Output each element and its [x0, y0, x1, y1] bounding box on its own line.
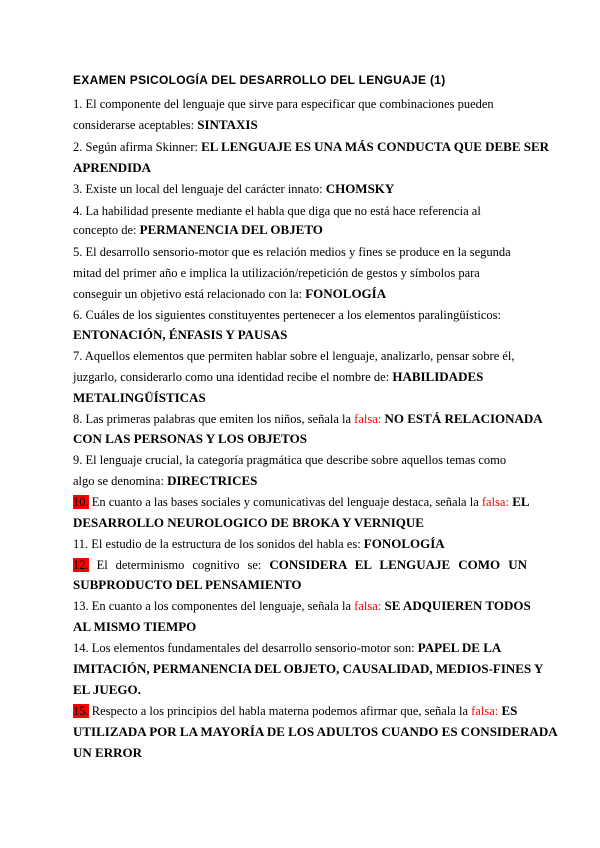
q7-line3 — [73, 390, 206, 406]
q15-line1 — [73, 703, 517, 719]
q14-line2 — [73, 661, 544, 677]
q9-line1 — [73, 452, 506, 468]
q10-answer: EL — [508, 494, 530, 509]
q10-line2 — [73, 515, 424, 531]
q1-answer: SINTAXIS — [197, 117, 258, 132]
q10-text: En cuanto a las bases sociales y comunicativas del lenguaje destaca, señala la — [88, 495, 482, 509]
q7-answer: HABILIDADES — [392, 369, 484, 384]
q12-number-highlight: 12. — [73, 558, 89, 572]
q8-line2 — [73, 431, 307, 447]
q11-answer: FONOLOGÍA — [363, 536, 445, 551]
q8-answer-cont: CON LAS PERSONAS Y LOS OBJETOS — [73, 431, 307, 446]
q2-text: 2. Según afirma Skinner: — [73, 140, 202, 154]
q10-number-highlight: 10. — [73, 495, 89, 509]
q9-answer: DIRECTRICES — [167, 473, 258, 488]
q13-answer: SE ADQUIEREN TODOS — [381, 598, 531, 613]
exam-title: EXAMEN PSICOLOGÍA DEL DESARROLLO DEL LENGUAJE (1) — [73, 73, 446, 87]
q8-falsa-label: falsa: — [354, 412, 382, 426]
q1-line1 — [73, 96, 494, 112]
q5-text-cont2: conseguir un objetivo está relacionado con la: — [73, 287, 306, 301]
q14-text: 14. Los elementos fundamentales del desarrollo sensorio-motor son: — [73, 641, 418, 655]
q12-text: El determinismo cognitivo se: — [88, 558, 270, 572]
q14-answer-cont: IMITACIÓN, PERMANENCIA DEL OBJETO, CAUSALIDAD, MEDIOS-FINES Y — [73, 661, 544, 676]
q4-text: 4. La habilidad presente mediante el habla que diga que no está hace referencia al — [73, 204, 481, 218]
q4-line2 — [73, 222, 323, 238]
q2-answer: EL LENGUAJE ES UNA MÁS CONDUCTA QUE DEBE SER — [201, 139, 550, 154]
q9-line2 — [73, 473, 257, 489]
q2-line1 — [73, 139, 549, 155]
q13-line2 — [73, 619, 196, 635]
q8-answer: NO ESTÁ RELACIONADA — [381, 411, 543, 426]
q15-line3 — [73, 745, 142, 761]
q3-answer: CHOMSKY — [325, 181, 395, 196]
q11-text: 11. El estudio de la estructura de los sonidos del habla es: — [73, 537, 364, 551]
q2-line2 — [73, 160, 151, 176]
q12-line2 — [73, 577, 302, 593]
q14-answer-cont2: EL JUEGO. — [73, 682, 141, 697]
q5-line3 — [73, 286, 386, 302]
q5-text: 5. El desarrollo sensorio-motor que es relación medios y fines se produce en la segunda — [73, 245, 511, 259]
q12-answer-cont: SUBPRODUCTO DEL PENSAMIENTO — [73, 577, 302, 592]
q8-text: 8. Las primeras palabras que emiten los niños, señala la — [73, 412, 355, 426]
q5-line2 — [73, 265, 480, 281]
q15-answer-cont2: UN ERROR — [73, 745, 142, 760]
q12-line1 — [73, 557, 527, 573]
q8-line1 — [73, 411, 543, 427]
q14-answer: PAPEL DE LA — [417, 640, 502, 655]
q10-falsa-label: falsa: — [481, 495, 509, 509]
q1-text: 1. El componente del lenguaje que sirve para especificar que combinaciones pueden — [73, 97, 494, 111]
q10-line1 — [73, 494, 530, 510]
q10-answer-cont: DESARROLLO NEUROLOGICO DE BROKA Y VERNIQUE — [73, 515, 424, 530]
q15-number-highlight: 15. — [73, 704, 89, 718]
q4-line1 — [73, 203, 481, 219]
q13-line1 — [73, 598, 531, 614]
q2-answer-cont: APRENDIDA — [73, 160, 151, 175]
q7-line2 — [73, 369, 483, 385]
q6-text: 6. Cuáles de los siguientes constituyentes pertenecer a los elementos paralingüísticos: — [73, 308, 502, 322]
q7-text: 7. Aquellos elementos que permiten hablar sobre el lenguaje, analizarlo, pensar sobre él, — [73, 349, 515, 363]
q9-text-cont: algo se denomina: — [73, 474, 168, 488]
q4-text-cont: concepto de: — [73, 223, 140, 237]
q15-answer-cont: UTILIZADA POR LA MAYORÍA DE LOS ADULTOS CUANDO ES CONSIDERADA — [73, 724, 558, 739]
q3-text: 3. Existe un local del lenguaje del carácter innato: — [73, 182, 326, 196]
q6-line2 — [73, 327, 287, 343]
q1-text-cont: considerarse aceptables: — [73, 118, 198, 132]
q15-line2 — [73, 724, 558, 740]
q13-falsa-label: falsa: — [354, 599, 382, 613]
q4-answer: PERMANENCIA DEL OBJETO — [139, 222, 323, 237]
q1-line2 — [73, 117, 258, 133]
q6-answer: ENTONACIÓN, ÉNFASIS Y PAUSAS — [73, 327, 288, 342]
q7-answer-cont: METALINGÜÍSTICAS — [73, 390, 206, 405]
q7-text-cont: juzgarlo, considerarlo como una identidad recibe el nombre de: — [73, 370, 393, 384]
q3-line1 — [73, 181, 394, 197]
q11-line1 — [73, 536, 445, 552]
q5-text-cont: mitad del primer año e implica la utilización/repetición de gestos y símbolos para — [73, 266, 480, 280]
q5-answer: FONOLOGÍA — [305, 286, 387, 301]
q15-answer: ES — [498, 703, 518, 718]
q15-falsa-label: falsa: — [471, 704, 499, 718]
q7-line1 — [73, 348, 515, 364]
q14-line3 — [73, 682, 141, 698]
q14-line1 — [73, 640, 501, 656]
q13-answer-cont: AL MISMO TIEMPO — [73, 619, 197, 634]
q15-text: Respecto a los principios del habla materna podemos afirmar que, señala la — [88, 704, 472, 718]
q12-answer: CONSIDERA EL LENGUAJE COMO UN — [269, 557, 527, 572]
q13-text: 13. En cuanto a los componentes del lenguaje, señala la — [73, 599, 355, 613]
q6-line1 — [73, 307, 501, 323]
q5-line1 — [73, 244, 511, 260]
q9-text: 9. El lenguaje crucial, la categoría pragmática que describe sobre aquellos temas como — [73, 453, 507, 467]
